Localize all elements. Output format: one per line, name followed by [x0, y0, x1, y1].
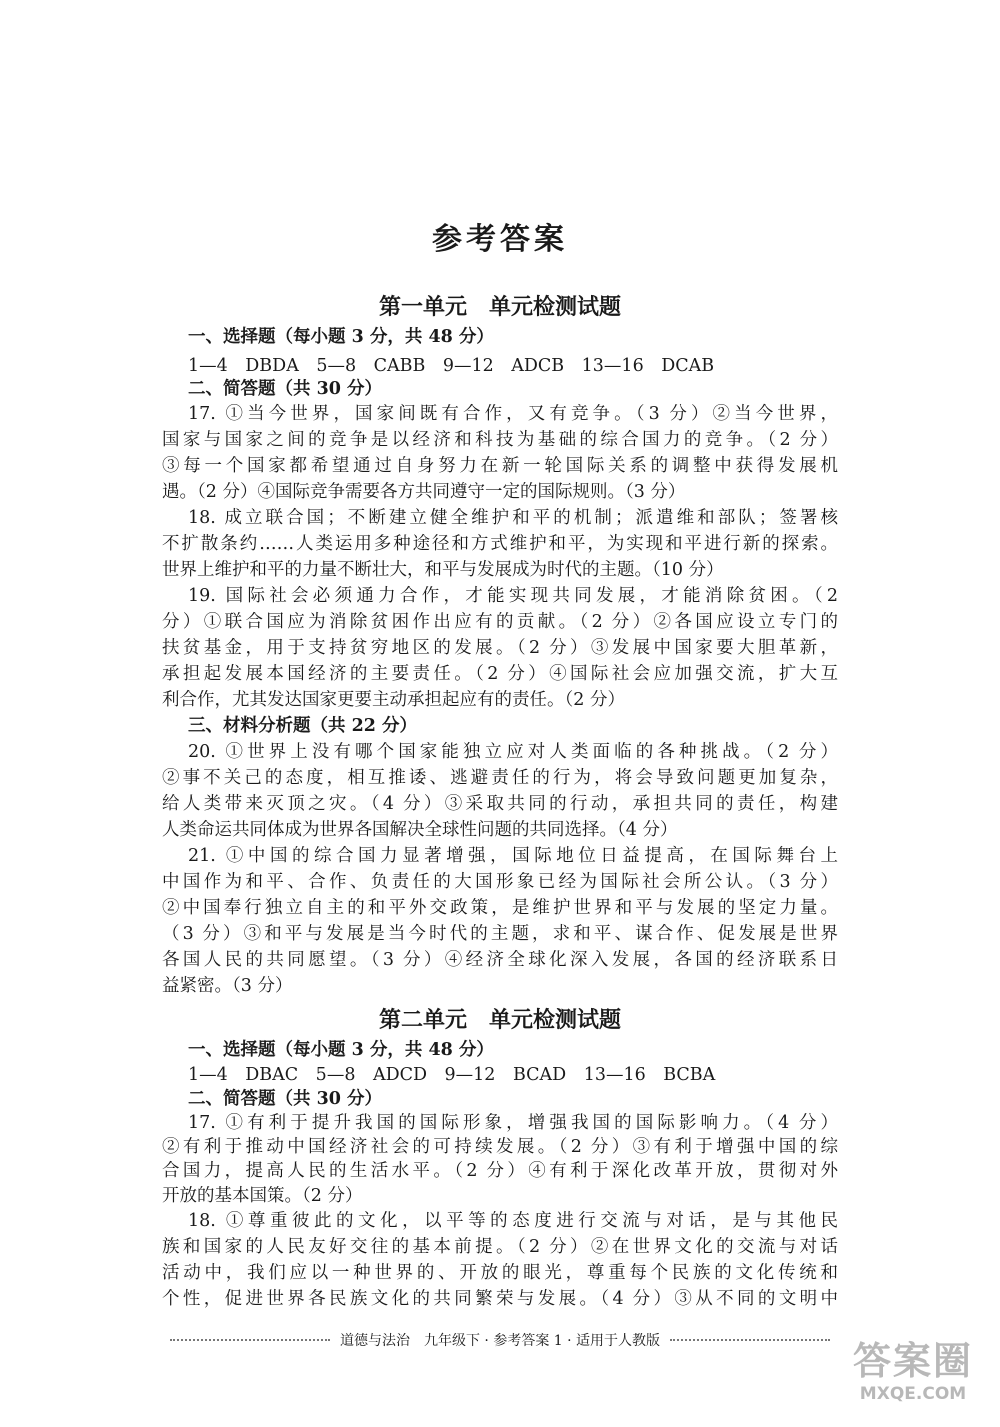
- unit1-q18-line: 世界上维护和平的力量不断壮大，和平与发展成为时代的主题。（10 分）: [162, 560, 724, 580]
- unit1-q20-line: 给人类带来灭顶之灾。（4 分）③采取共同的行动，承担共同的责任，构建: [162, 794, 838, 814]
- unit2-q18-line: 18. ①尊重彼此的文化，以平等的态度进行交流与对话，是与其他民: [188, 1211, 838, 1231]
- unit2-short-heading: 二、简答题（共 30 分）: [188, 1089, 383, 1109]
- unit1-material-heading: 三、材料分析题（共 22 分）: [188, 716, 418, 736]
- unit1-q19-line: 承担起发展本国经济的主要责任。（2 分）④国际社会应加强交流，扩大互: [162, 664, 838, 684]
- unit1-q21-line: 21. ①中国的综合国力显著增强，国际地位日益提高，在国际舞台上: [188, 846, 838, 866]
- unit1-q19-line: 扶贫基金，用于支持贫穷地区的发展。（2 分）③发展中国家要大胆革新，: [162, 638, 838, 658]
- unit1-q18-line: 不扩散条约……人类运用多种途径和方式维护和平，为实现和平进行新的探索。: [162, 534, 838, 554]
- footer-dots-left: [170, 1339, 330, 1341]
- unit1-q21-line: 各国人民的共同愿望。（3 分）④经济全球化深入发展，各国的经济联系日: [162, 950, 838, 970]
- unit1-title: 第一单元 单元检测试题: [378, 294, 621, 320]
- unit2-q17-line: 开放的基本国策。（2 分）: [162, 1186, 363, 1206]
- unit1-q20-line: ②事不关己的态度，相互推诿、逃避责任的行为，将会导致问题更加复杂，: [162, 768, 838, 788]
- unit2-q18-line: 族和国家的人民友好交往的基本前提。（2 分）②在世界文化的交流与对话: [162, 1237, 838, 1257]
- unit2-choice-heading: 一、选择题（每小题 3 分，共 48 分）: [188, 1040, 494, 1060]
- unit1-q17-line: 17. ①当今世界，国家间既有合作，又有竞争。（3 分）②当今世界，: [188, 404, 838, 424]
- unit1-q20-line: 20. ①世界上没有哪个国家能独立应对人类面临的各种挑战。（2 分）: [188, 742, 838, 762]
- unit1-q21-line: 益紧密。（3 分）: [162, 976, 293, 996]
- unit1-choice-answers: 1—4 DBDA 5—8 CABB 9—12 ADCB 13—16 DCAB: [188, 356, 715, 376]
- page-title: 参考答案: [432, 222, 568, 257]
- watermark-logo: 答案圈: [852, 1338, 973, 1383]
- unit1-q21-line: ②中国奉行独立自主的和平外交政策，是维护世界和平与发展的坚定力量。: [162, 898, 838, 918]
- unit2-q18-line: 活动中，我们应以一种世界的、开放的眼光，尊重每个民族的文化传统和: [162, 1263, 838, 1283]
- unit1-q17-line: 国家与国家之间的竞争是以经济和科技为基础的综合国力的竞争。（2 分）: [162, 430, 838, 450]
- unit2-q17-line: 17. ①有利于提升我国的国际形象，增强我国的国际影响力。（4 分）: [188, 1113, 838, 1133]
- unit1-q19-line: 利合作，尤其发达国家更要主动承担起应有的责任。（2 分）: [162, 690, 625, 710]
- unit2-title: 第二单元 单元检测试题: [378, 1007, 621, 1033]
- unit1-q20-line: 人类命运共同体成为世界各国解决全球性问题的共同选择。（4 分）: [162, 820, 678, 840]
- watermark: [838, 1338, 988, 1422]
- footer-text: 道德与法治 九年级下 · 参考答案 1 · 适用于人教版: [339, 1333, 661, 1349]
- unit1-q18-line: 18. 成立联合国；不断建立健全维护和平的机制；派遣维和部队；签署核: [188, 508, 838, 528]
- footer-dots-right: [670, 1339, 830, 1341]
- unit1-q17-line: 遇。（2 分）④国际竞争需要各方共同遵守一定的国际规则。（3 分）: [162, 482, 686, 502]
- unit1-q19-line: 19. 国际社会必须通力合作，才能实现共同发展，才能消除贫困。（2: [188, 586, 838, 606]
- unit1-choice-heading: 一、选择题（每小题 3 分，共 48 分）: [188, 327, 494, 347]
- watermark-url: MXQE.COM: [859, 1384, 967, 1404]
- unit2-q18-line: 个性，促进世界各民族文化的共同繁荣与发展。（4 分）③从不同的文明中: [162, 1289, 838, 1309]
- unit1-short-heading: 二、简答题（共 30 分）: [188, 379, 383, 399]
- unit1-q17-line: ③每一个国家都希望通过自身努力在新一轮国际关系的调整中获得发展机: [162, 456, 838, 476]
- unit1-q19-line: 分）①联合国应为消除贫困作出应有的贡献。（2 分）②各国应设立专门的: [162, 612, 838, 632]
- unit1-q21-line: 中国作为和平、合作、负责任的大国形象已经为国际社会所公认。（3 分）: [162, 872, 838, 892]
- unit1-q21-line: （3 分）③和平与发展是当今时代的主题，求和平、谋合作、促发展是世界: [162, 924, 838, 944]
- unit2-q17-line: ②有利于推动中国经济社会的可持续发展。（2 分）③有利于增强中国的综: [162, 1137, 838, 1157]
- unit2-choice-answers: 1—4 DBAC 5—8 ADCD 9—12 BCAD 13—16 BCBA: [188, 1065, 716, 1085]
- page-footer: [160, 1330, 840, 1350]
- unit2-q17-line: 合国力，提高人民的生活水平。（2 分）④有利于深化改革开放，贯彻对外: [162, 1161, 838, 1181]
